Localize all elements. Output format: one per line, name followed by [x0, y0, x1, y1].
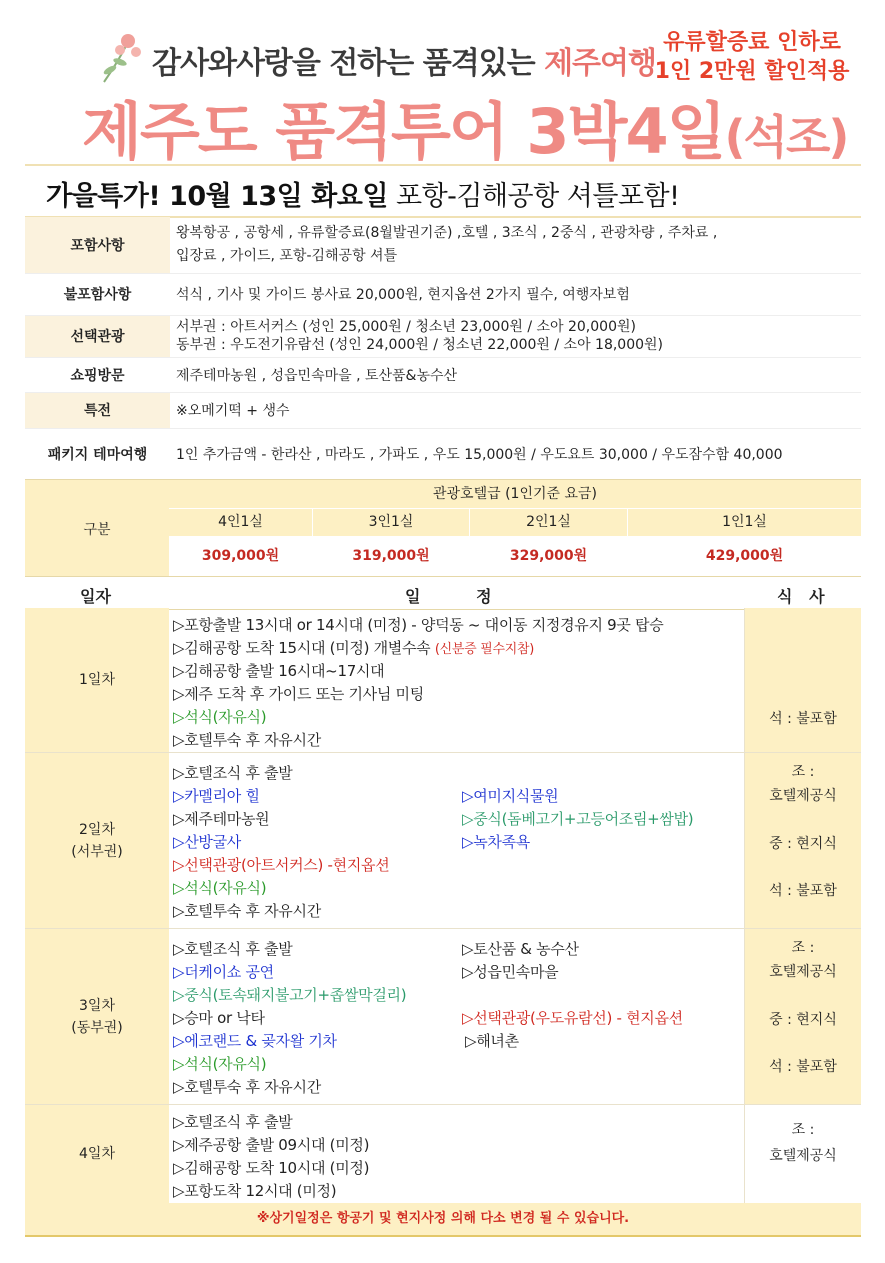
list-item: ▷선택관광(아트서커스) -현지옵션: [173, 856, 390, 874]
header: [0, 0, 885, 168]
meal-dinner: 석 : 불포함: [769, 1059, 837, 1075]
list-item: ▷산방굴사: [173, 833, 241, 851]
list-item: ▷호텔조식 후 출발: [173, 1113, 293, 1131]
price-1: 429,000원: [705, 548, 784, 564]
list-item: ▷제주공항 출발 09시대 (미정): [173, 1136, 370, 1154]
shopping-label: 쇼핑방문: [25, 357, 170, 392]
day-2-meal: [745, 753, 861, 928]
info-row-exclude: [25, 273, 861, 315]
list-item: ▷여미지식물원: [462, 787, 559, 805]
meal-dinner: 석 : 불포함: [769, 883, 837, 899]
option-value: 서부권 : 아트서커스 (성인 25,000원 / 청소년 23,000원 / 소아 20,000원) 동부권 : 우도전기유람선 (성인 24,000원 / 청소년 22,000원 / 소아 18,000원): [170, 315, 861, 357]
meal-breakfast: 호텔제공식: [769, 964, 837, 980]
banner: [46, 174, 679, 213]
info-row-option: [25, 315, 861, 357]
list-item: ▷김해공항 출발 16시대~17시대: [173, 662, 385, 680]
special-value: ※오메기떡 + 생수: [170, 392, 861, 428]
header-subtitle-accent: 제주여행: [544, 46, 656, 81]
list-item: ▷제주 도착 후 가이드 또는 기사님 미팅: [173, 685, 424, 703]
col-plan: 일 정: [405, 587, 492, 606]
schedule-header: [25, 576, 861, 610]
banner-date: 가을특가! 10월 13일 화요일: [46, 181, 388, 212]
shopping-value: 제주테마농원 , 성읍민속마을 , 토산품&농수산: [170, 357, 861, 392]
price-2: 329,000원: [509, 548, 588, 564]
list-item: ▷카멜리아 힐: [173, 787, 260, 805]
meal-lunch: 중 : 현지식: [769, 836, 837, 852]
list-item: ▷포항도착 12시대 (미정): [173, 1182, 337, 1200]
package-label: 패키지 테마여행: [25, 428, 170, 479]
meal-breakfast-label: 조 :: [791, 1122, 815, 1138]
footer-note: ※상기일정은 항공기 및 현지사정 의해 다소 변경 될 수 있습니다.: [25, 1203, 861, 1237]
list-item: ▷해녀촌: [465, 1032, 519, 1050]
info-row-include: [25, 217, 861, 273]
id-card-note: (신분증 필수지참): [434, 642, 535, 657]
info-table: [25, 217, 861, 480]
col-day: 일자: [80, 587, 111, 606]
room-size-4: 4인1실: [169, 509, 313, 536]
list-item: ▷토산품 & 농수산: [462, 940, 579, 958]
page-title-suffix: (석조): [724, 110, 848, 164]
include-label: 포함사항: [25, 217, 170, 273]
room-size-1: 1인1실: [628, 509, 861, 536]
meal-breakfast-label: 조 :: [791, 940, 815, 956]
list-item: ▷제주테마농원: [173, 810, 270, 828]
list-item: ▷에코랜드 & 곶자왈 기차: [173, 1032, 337, 1050]
day-1-meal: [745, 608, 861, 752]
day-1-label: 1일차: [25, 608, 169, 752]
price-table-header: 관광호텔급 (1인기준 요금): [169, 480, 861, 508]
list-item: ▷호텔투숙 후 자유시간: [173, 731, 321, 749]
exclude-value: 석식 , 기사 및 가이드 봉사료 20,000원, 현지옵션 2가지 필수, 여행자보험: [170, 273, 861, 315]
price-table-label: 구분: [25, 480, 169, 577]
list-item: ▷중식(토속돼지불고기+좁쌀막걸리): [173, 986, 407, 1004]
list-item: ▷호텔투숙 후 자유시간: [173, 1078, 321, 1096]
package-value: 1인 추가금액 - 한라산 , 마라도 , 가파도 , 우도 15,000원 / 우도요트 30,000 / 우도잠수함 40,000: [170, 428, 861, 479]
list-item: ▷석식(자유식): [173, 1055, 267, 1073]
day-4: [25, 1105, 861, 1203]
header-subtitle: 감사와사랑을 전하는 품격있는 제주여행: [152, 46, 656, 81]
list-item: ▷김해공항 도착 10시대 (미정): [173, 1159, 370, 1177]
room-size-3: 3인1실: [313, 509, 470, 536]
list-item: ▷포항출발 13시대 or 14시대 (미정) - 양덕동 ~ 대이동 지정경유지 9곳 탑승: [173, 616, 664, 634]
page-title: 제주도 품격투어 3박4일(석조): [82, 95, 848, 168]
day-3-meal: [745, 929, 861, 1104]
room-size-2: 2인1실: [470, 509, 628, 536]
list-item: ▷중식(돔베고기+고등어조림+쌈밥): [462, 810, 694, 828]
option-label: 선택관광: [25, 315, 170, 357]
day-4-plan: [169, 1105, 745, 1203]
meal-breakfast: 호텔제공식: [769, 788, 837, 804]
list-item: ▷더케이쇼 공연: [173, 963, 274, 981]
day-2: [25, 753, 861, 929]
promo-line2: 1인 2만원 할인적용: [654, 59, 850, 84]
day-4-label: 4일차: [25, 1105, 169, 1203]
col-meal: 식 사: [777, 587, 825, 606]
list-item: ▷선택관광(우도유람선) - 현지옵션: [462, 1009, 683, 1027]
list-item: ▷성읍민속마을: [462, 963, 559, 981]
meal-breakfast: 호텔제공식: [769, 1148, 837, 1164]
day-1-plan: [169, 608, 745, 752]
special-label: 특전: [25, 392, 170, 428]
info-row-shopping: [25, 357, 861, 392]
day-2-plan: [169, 753, 745, 928]
day-3: [25, 929, 861, 1105]
meal-dinner: 석 : 불포함: [769, 711, 837, 727]
banner-shuttle: 포항-김해공항 셔틀포함!: [387, 181, 680, 212]
list-item: ▷승마 or 낙타: [173, 1009, 265, 1027]
day-3-label: 3일차 (동부권): [25, 929, 169, 1104]
promo-badge: [652, 28, 852, 86]
meal-lunch: 중 : 현지식: [769, 1012, 837, 1028]
info-row-special: [25, 392, 861, 428]
price-table: [25, 479, 861, 577]
list-item: ▷호텔투숙 후 자유시간: [173, 902, 321, 920]
list-item: ▷호텔조식 후 출발: [173, 940, 293, 958]
day-2-label: 2일차 (서부권): [25, 753, 169, 928]
list-item: ▷석식(자유식): [173, 708, 267, 726]
list-item: ▷김해공항 도착 15시대 (미정) 개별수속 (신분증 필수지참): [173, 639, 535, 657]
day-2-region: (서부권): [71, 843, 123, 860]
price-3: 319,000원: [352, 548, 430, 564]
exclude-label: 불포함사항: [25, 273, 170, 315]
promo-line1: 유류할증료 인하로: [663, 30, 841, 55]
flower-icon: [98, 32, 144, 84]
meal-breakfast-label: 조 :: [791, 764, 815, 780]
list-item: ▷녹차족욕: [462, 833, 530, 851]
price-4: 309,000원: [201, 548, 280, 564]
day-3-region: (동부권): [71, 1019, 123, 1036]
list-item: ▷호텔조식 후 출발: [173, 764, 293, 782]
day-4-meal: [745, 1105, 861, 1203]
include-value: 왕복항공 , 공항세 , 유류할증료(8월발권기준) ,호텔 , 3조식 , 2중식 , 관광차량 , 주차료 , 입장료 , 가이드, 포항-김해공항 셔틀: [170, 217, 861, 273]
info-row-package: [25, 428, 861, 479]
day-3-plan: [169, 929, 745, 1104]
day-1: [25, 608, 861, 753]
list-item: ▷석식(자유식): [173, 879, 267, 897]
